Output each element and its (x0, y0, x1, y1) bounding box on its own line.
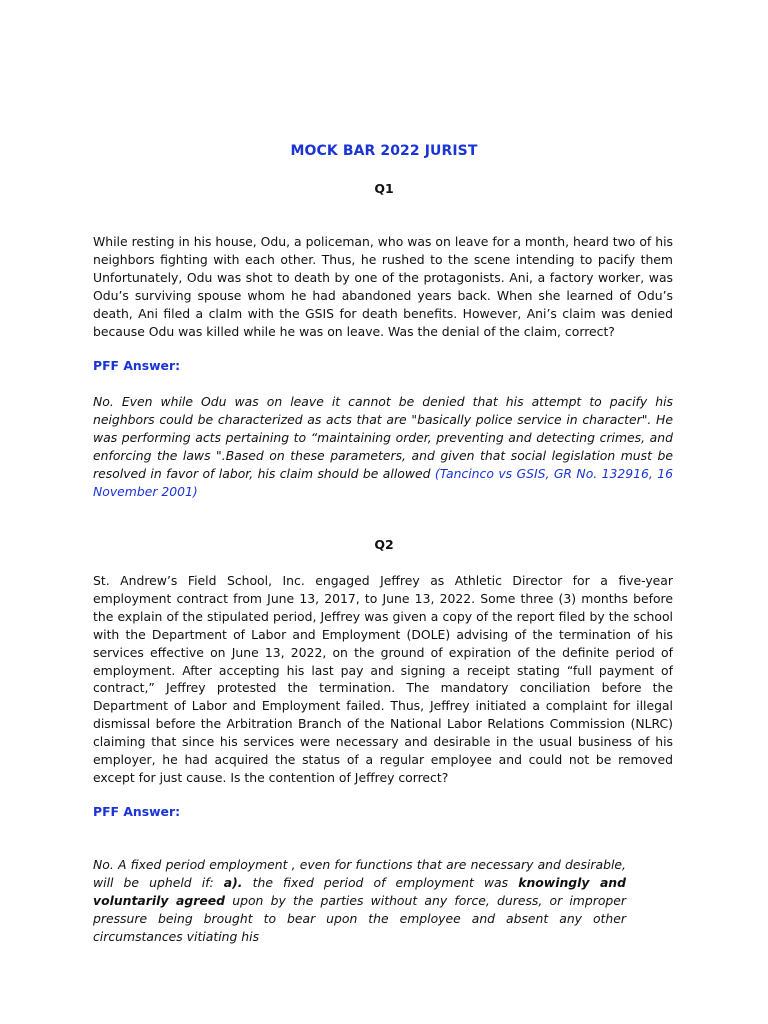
answer-2-part1: No. A fixed period employment , even for functions that are necessary and desirable, will be upheld if: (93, 857, 626, 890)
answer-2-item-a: a). (223, 874, 243, 890)
answer-1-text (93, 393, 673, 500)
question-2-text: St. Andrew’s Field School, Inc. engaged Jeffrey as Athletic Director for a five-year employment contract from June 13, 2017, to June 13, 2022. Some three (3) months before the explain of the stipulated period, Jeffrey was given a copy of the report filed by the school with the Department of Labor and Employment (DOLE) advising of the termination of his services effective on June 13, 2022, on the ground of expiration of the definite period of employment. After accepting his last pay and signing a receipt stating “full payment of contract,” Jeffrey protested the termination. The mandatory conciliation before the Department of Labor and Employment failed. Thus, Jeffrey initiated a complaint for illegal dismissal before the Arbitration Branch of the National Labor Relations Commission (NLRC) claiming that since his services were necessary and desirable in the usual business of his employer, he had acquired the status of a regular employee and could not be removed except for just cause. Is the contention of Jeffrey correct? (93, 573, 673, 785)
answer-2-label: PFF Answer: (93, 804, 181, 819)
answer-2-emphasis: knowingly and voluntarily agreed (93, 874, 626, 908)
answer-1-body: No. Even while Odu was on leave it cannot be denied that his attempt to pacify his neighbors could be characterized as acts that are "basically police service in character". He was performing acts pertaining to “maintaining order, preventing and detecting crimes, and enforcing the laws ".Based on these parameters, and given that social legislation must be resolved in favor of labor, his claim should be allowed (93, 394, 673, 481)
answer-2-text (93, 856, 626, 946)
question-1-label: Q1 (374, 181, 394, 196)
answer-2-part5: upon by the parties without any force, duress, or improper pressure being brought to bear upon the employee and absent any other circumstances vitiating his (93, 892, 626, 944)
document-title: MOCK BAR 2022 JURIST (290, 143, 478, 159)
question-2-label: Q2 (374, 537, 394, 552)
answer-2-part3: the fixed period of employment was (242, 874, 519, 890)
answer-1-citation: (Tancinco vs GSIS, GR No. 132916, 16 November 2001) (93, 465, 674, 499)
answer-1-label: PFF Answer: (93, 358, 181, 373)
question-1-text: While resting in his house, Odu, a policeman, who was on leave for a month, heard two of his neighbors fighting with each other. Thus, he rushed to the scene intending to pacify them Unfortunately, Odu was shot to death by one of the protagonists. Ani, a factory worker, was Odu’s surviving spouse whom he had abandoned years back. When she learned of Odu’s death, Ani filed a claIm with the GSIS for death benefits. However, Ani’s claim was denied because Odu was killed while he was on leave. Was the denial of the claim, correct? (93, 234, 673, 339)
